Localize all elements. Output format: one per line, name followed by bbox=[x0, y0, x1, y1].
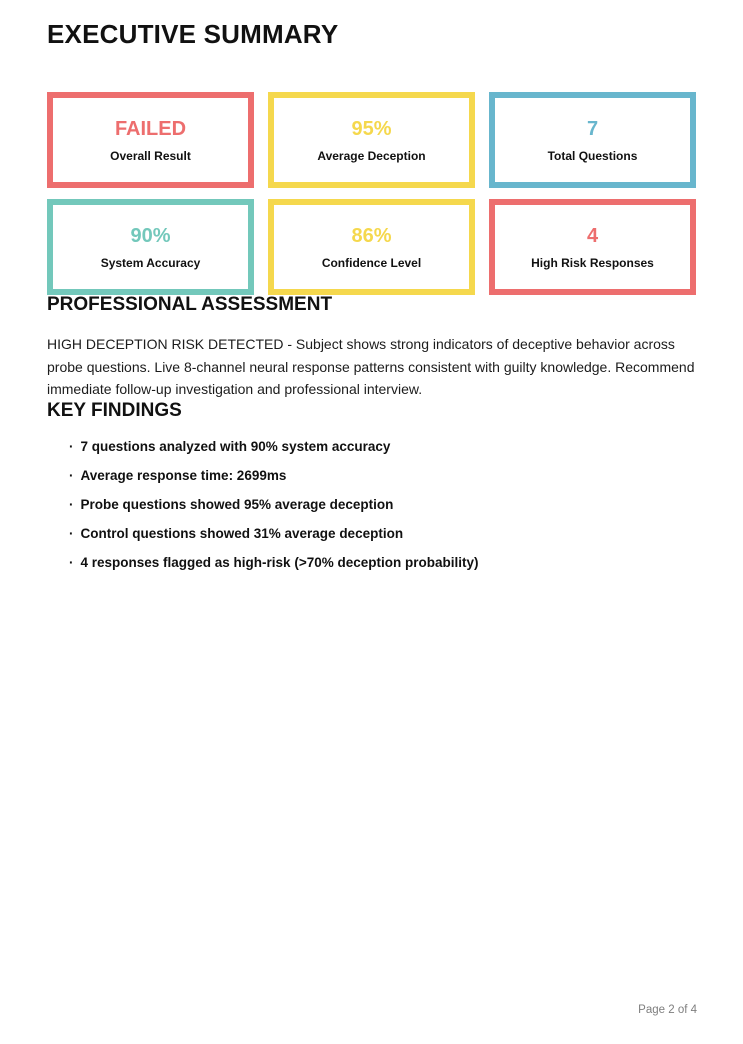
metric-label: Confidence Level bbox=[321, 255, 422, 270]
key-findings-list bbox=[47, 437, 696, 573]
finding-item bbox=[69, 553, 696, 573]
metric-card-overall-result bbox=[47, 92, 254, 188]
bullet-icon: · bbox=[69, 554, 74, 570]
metric-value: FAILED bbox=[114, 117, 187, 140]
finding-text: Probe questions showed 95% average deception bbox=[80, 496, 394, 512]
finding-text: 7 questions analyzed with 90% system accuracy bbox=[80, 438, 391, 454]
metric-card-average-deception bbox=[268, 92, 475, 188]
bullet-icon: · bbox=[69, 467, 74, 483]
metric-label: Overall Result bbox=[110, 148, 191, 163]
bullet-icon: · bbox=[69, 438, 74, 454]
metric-value: 4 bbox=[586, 224, 599, 247]
finding-text: 4 responses flagged as high-risk (>70% deception probability) bbox=[80, 554, 479, 570]
metric-label: System Accuracy bbox=[100, 255, 201, 270]
metric-card-high-risk-responses bbox=[489, 199, 696, 295]
finding-item bbox=[69, 524, 696, 544]
page-number: Page 2 of 4 bbox=[638, 1004, 697, 1016]
assessment-heading: PROFESSIONAL ASSESSMENT bbox=[47, 294, 333, 315]
page-title: EXECUTIVE SUMMARY bbox=[47, 19, 339, 49]
metric-card-system-accuracy bbox=[47, 199, 254, 295]
metric-value: 86% bbox=[351, 224, 392, 247]
finding-item bbox=[69, 495, 696, 515]
metric-label: Total Questions bbox=[547, 148, 638, 163]
finding-text: Control questions showed 31% average deception bbox=[80, 525, 404, 541]
metric-value: 7 bbox=[586, 117, 599, 140]
key-findings-heading: KEY FINDINGS bbox=[47, 399, 182, 421]
metric-card-total-questions bbox=[489, 92, 696, 188]
report-page bbox=[47, 0, 696, 573]
bullet-icon: · bbox=[69, 496, 74, 512]
metric-label: High Risk Responses bbox=[531, 255, 654, 270]
assessment-body: HIGH DECEPTION RISK DETECTED - Subject shows strong indicators of deceptive behavior across probe questions. Live 8-channel neural response patterns consistent with guilty knowledge. Recommend immediate follow-up investigation and professional interview. bbox=[47, 336, 695, 397]
metrics-grid bbox=[47, 92, 696, 295]
finding-text: Average response time: 2699ms bbox=[80, 467, 287, 483]
metric-label: Average Deception bbox=[317, 148, 426, 163]
finding-item bbox=[69, 466, 696, 486]
metric-card-confidence-level bbox=[268, 199, 475, 295]
finding-item bbox=[69, 437, 696, 457]
metric-value: 90% bbox=[130, 224, 171, 247]
metric-value: 95% bbox=[351, 117, 392, 140]
bullet-icon: · bbox=[69, 525, 74, 541]
